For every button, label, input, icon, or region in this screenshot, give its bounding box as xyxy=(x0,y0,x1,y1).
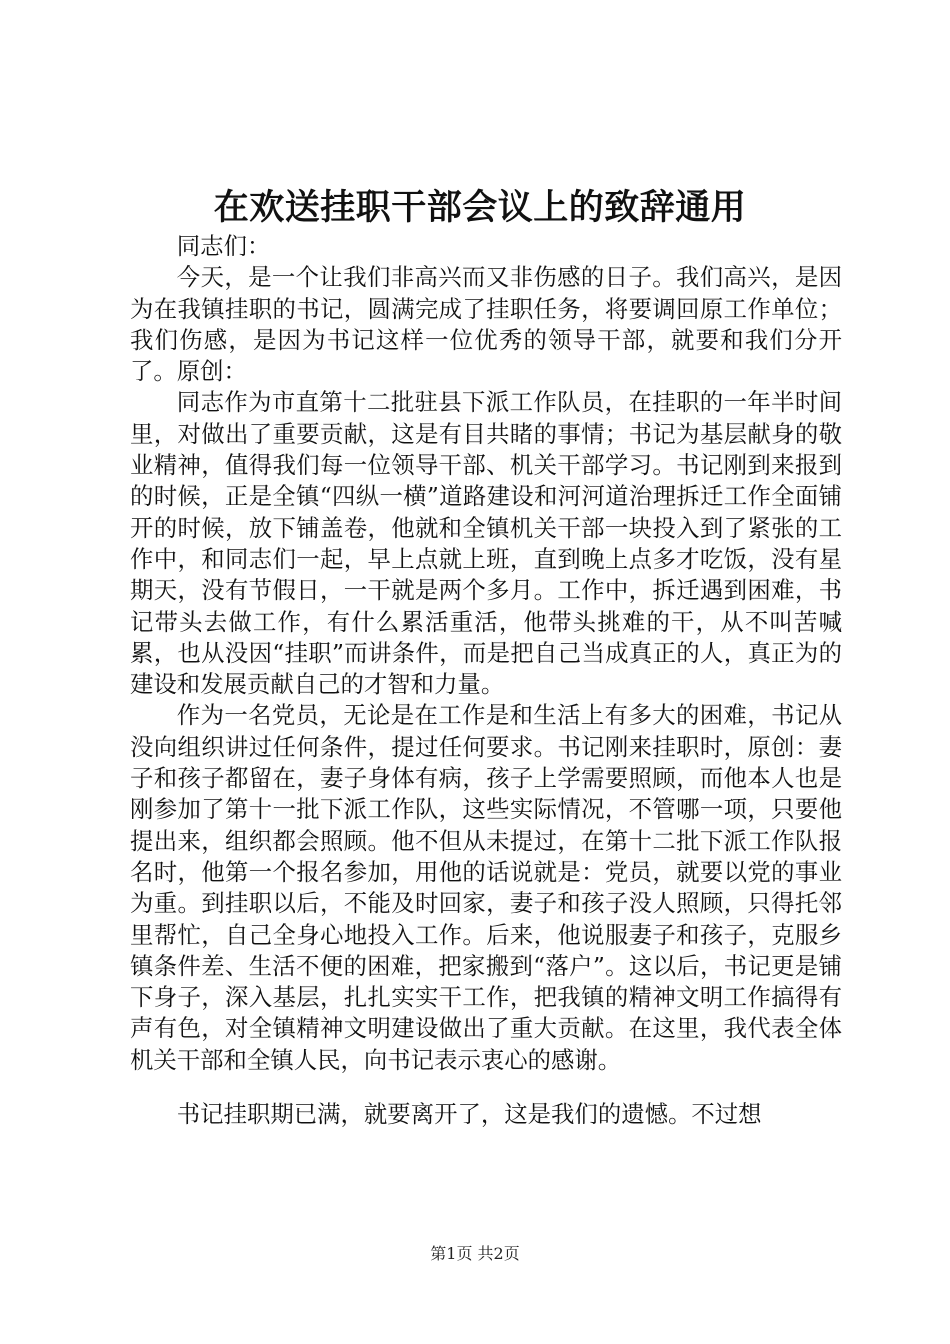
paragraph-contribution: 同志作为市直第十二批驻县下派工作队员，在挂职的一年半时间里，对做出了重要贡献，这是有目共睹的事情；书记为基层献身的敬业精神，值得我们每一位领导干部、机关干部学习。书记刚到来报到的时候，正是全镇“四纵一横”道路建设和河河道治理拆迁工作全面铺开的时候，放下铺盖卷，他就和全镇机关干部一块投入到了紧张的工作中，和同志们一起，早上点就上班，直到晚上点多才吃饭，没有星期天，没有节假日，一干就是两个多月。工作中，拆迁遇到困难，书记带头去做工作，有什么累活重活，他带头挑难的干，从不叫苦喊累，也从没因“挂职”而讲条件，而是把自己当成真正的人，真正为的建设和发展贡献自己的才智和力量。 xyxy=(130,388,842,699)
paragraph-salutation: 同志们： xyxy=(176,232,271,260)
paragraph-opening: 今天，是一个让我们非高兴而又非伤感的日子。我们高兴，是因为在我镇挂职的书记，圆满完成了挂职任务，将要调回原工作单位；我们伤感，是因为书记这样一位优秀的领导干部，就要和我们分开了。原创： xyxy=(130,263,842,386)
paragraph-party-member: 作为一名党员，无论是在工作是和生活上有多大的困难，书记从没向组织讲过任何条件，提过任何要求。书记刚来挂职时，原创：妻子和孩子都留在，妻子身体有病，孩子上学需要照顾，而他本人也是刚参加了第十一批下派工作队，这些实际情况，不管哪一项，只要他提出来，组织都会照顾。他不但从未提过，在第十二批下派工作队报名时，他第一个报名参加，用他的话说就是：党员，就要以党的事业为重。到挂职以后，不能及时回家，妻子和孩子没人照顾，只得托邻里帮忙，自己全身心地投入工作。后来，他说服妻子和孩子，克服乡镇条件差、生活不便的困难，把家搬到“落户”。这以后，书记更是铺下身子，深入基层，扎扎实实干工作，把我镇的精神文明工作搞得有声有色，对全镇精神文明建设做出了重大贡献。在这里，我代表全体机关干部和全镇人民，向书记表示衷心的感谢。 xyxy=(130,701,842,1074)
paragraph-farewell: 书记挂职期已满，就要离开了，这是我们的遗憾。不过想 xyxy=(176,1100,762,1129)
page-number-footer: 第1页 共2页 xyxy=(430,1244,520,1263)
document-body xyxy=(130,231,842,1130)
document-title: 在欢送挂职干部会议上的致辞通用 xyxy=(213,187,747,228)
